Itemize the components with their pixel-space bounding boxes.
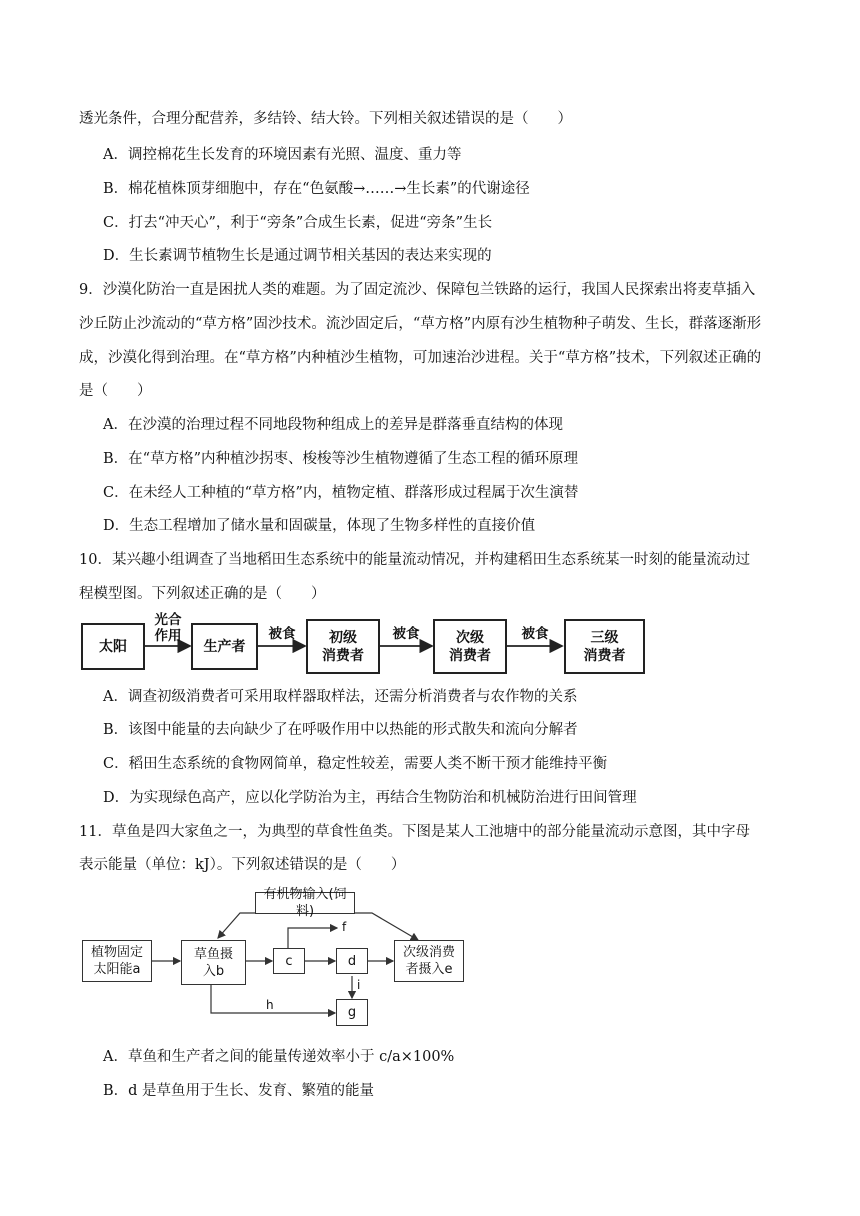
primary-consumer-line1: 初级 (329, 629, 357, 646)
q10-option-d: D．为实现绿色高产，应以化学防治为主，再结合生物防治和机械防治进行田间管理 (103, 790, 637, 806)
plant-energy-line1: 植物固定 (90, 945, 143, 960)
primary-consumer-box (306, 619, 380, 674)
q8-stem-tail: 透光条件，合理分配营养，多结铃、结大铃。下列相关叙述错误的是（ ） (79, 111, 572, 127)
q8-option-a: A．调控棉花生长发育的环境因素有光照、温度、重力等 (103, 147, 462, 163)
q11-stem-line: 11．草鱼是四大家鱼之一，为典型的草食性鱼类。下图是某人工池塘中的部分能量流动示意图，其中字母 (79, 824, 750, 840)
photosynthesis-label-line2: 作用 (154, 628, 182, 644)
f-label: f (342, 920, 347, 934)
producer-box: 生产者 (191, 623, 258, 670)
secondary-consumer-intake-line2: 者摄入e (405, 962, 453, 977)
q10-option-a: A．调查初级消费者可采用取样器取样法，还需分析消费者与农作物的关系 (103, 689, 578, 705)
q11-option-a: A．草鱼和生产者之间的能量传递效率小于 c/a×100% (103, 1049, 455, 1065)
grass-carp-intake-box (181, 940, 246, 985)
photosynthesis-label-line1: 光合 (154, 612, 182, 628)
q10-option-c: C．稻田生态系统的食物网简单，稳定性较差，需要人类不断干预才能维持平衡 (103, 756, 608, 772)
secondary-consumer-line1: 次级 (456, 629, 484, 646)
q10-option-b: B．该图中能量的去向缺少了在呼吸作用中以热能的形式散失和流向分解者 (103, 722, 578, 738)
grass-carp-intake-line2: 入b (202, 963, 225, 979)
q10-stem-line: 10．某兴趣小组调查了当地稻田生态系统中的能量流动情况，并构建稻田生态系统某一时刻的能量流动过 (79, 552, 750, 568)
eaten-label: 被食 (521, 626, 549, 642)
tertiary-consumer-line2: 消费者 (583, 647, 626, 664)
h-label: h (266, 998, 274, 1012)
arrow-c-f (288, 928, 337, 948)
d-box: d (336, 948, 368, 974)
secondary-consumer-box (433, 619, 507, 674)
q11-stem-line: 表示能量（单位：kJ）。下列叙述错误的是（ ） (79, 857, 406, 873)
secondary-consumer-intake-box (394, 940, 464, 982)
q9-option-b: B．在“草方格”内种植沙拐枣、梭梭等沙生植物遵循了生态工程的循环原理 (103, 451, 578, 467)
q9-stem-line: 沙丘防止沙流动的“草方格”固沙技术。流沙固定后，“草方格”内原有沙生植物种子萌发、生长，群落逐渐形 (79, 316, 762, 332)
q8-option-d: D．生长素调节植物生长是通过调节相关基因的表达来实现的 (103, 248, 492, 264)
q9-stem-line: 9．沙漠化防治一直是困扰人类的难题。为了固定流沙、保障包兰铁路的运行，我国人民探索出将麦草插入 (79, 282, 756, 298)
secondary-consumer-intake-line1: 次级消费 (402, 945, 455, 960)
q11-option-b: B．d 是草鱼用于生长、发育、繁殖的能量 (103, 1083, 375, 1099)
q8-option-c: C．打去“冲天心”，利于“旁条”合成生长素，促进“旁条”生长 (103, 215, 493, 231)
tertiary-consumer-box (564, 619, 645, 674)
eaten-label: 被食 (268, 626, 296, 642)
organic-input-box: 有机物输入(饲料) (255, 892, 355, 914)
q9-option-a: A．在沙漠的治理过程不同地段物种组成上的差异是群落垂直结构的体现 (103, 417, 563, 433)
tertiary-consumer-line1: 三级 (590, 629, 619, 646)
sun-box: 太阳 (81, 623, 145, 670)
eaten-label: 被食 (392, 626, 420, 642)
q9-stem-line: 成，沙漠化得到治理。在“草方格”内种植沙生植物，可加速治沙进程。关于“草方格”技术，下列叙述正确的 (79, 350, 762, 366)
grass-carp-intake-line1: 草鱼摄 (193, 946, 233, 962)
c-box: c (273, 948, 305, 974)
q8-option-b: B．棉花植株顶芽细胞中，存在“色氨酸→……→生长素”的代谢途径 (103, 181, 530, 197)
q9-stem-line: 是（ ） (79, 383, 152, 399)
arrow-input-grasscarp (218, 913, 255, 938)
primary-consumer-line2: 消费者 (322, 647, 364, 664)
plant-energy-box (82, 940, 152, 982)
plant-energy-line2: 太阳能a (93, 962, 141, 977)
q9-option-d: D．生态工程增加了储水量和固碳量，体现了生物多样性的直接价值 (103, 518, 536, 534)
photosynthesis-label (146, 612, 190, 644)
g-box: g (336, 999, 368, 1026)
q9-option-c: C．在未经人工种植的“草方格”内，植物定植、群落形成过程属于次生演替 (103, 485, 579, 501)
i-label: i (357, 978, 361, 992)
secondary-consumer-line2: 消费者 (449, 647, 491, 664)
q10-stem-line: 程模型图。下列叙述正确的是（ ） (79, 586, 326, 602)
arrow-input-secondary (355, 913, 418, 940)
